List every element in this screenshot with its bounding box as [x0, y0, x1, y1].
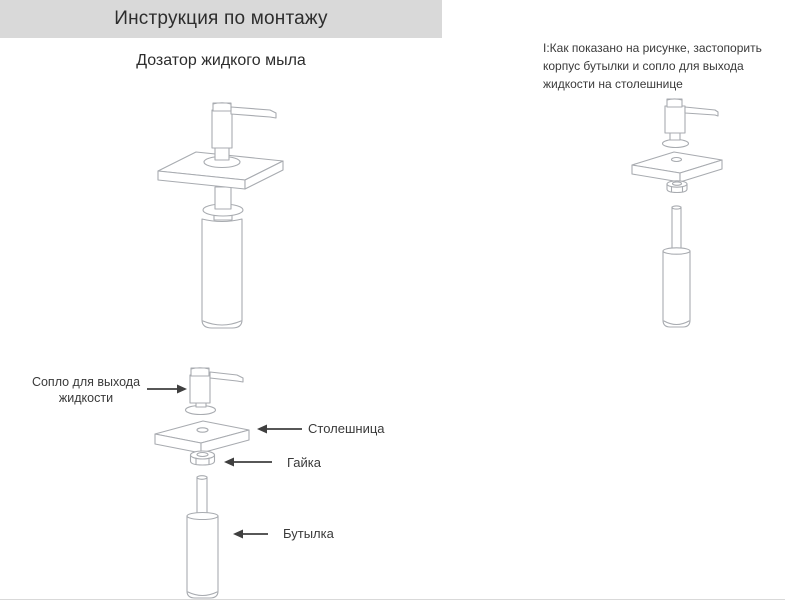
bottle-callout-arrow	[233, 530, 268, 539]
assembled-dispenser-figure	[140, 95, 300, 335]
nozzle-callout-arrow	[147, 385, 187, 394]
nut-label: Гайка	[287, 455, 322, 470]
bottle-drawing	[202, 213, 242, 328]
bottle-drawing	[187, 476, 218, 598]
nut-drawing	[667, 181, 687, 193]
countertop-drawing	[632, 152, 722, 182]
nozzle-label: Сопло для выхода жидкости	[31, 375, 141, 406]
countertop-callout-arrow	[257, 425, 302, 434]
mounting-flange-drawing	[203, 187, 243, 216]
product-title: Дозатор жидкого мыла	[136, 52, 306, 69]
pump-drawing	[186, 368, 244, 415]
exploded-parts-figure-right	[625, 95, 730, 330]
pump-drawing	[663, 99, 719, 148]
bottle-drawing	[663, 206, 690, 327]
nut-callout-arrow	[224, 458, 272, 467]
countertop-label: Столешница	[308, 421, 385, 436]
bottle-label: Бутылка	[283, 526, 334, 541]
page-title: Инструкция по монтажу	[114, 8, 328, 29]
header-band	[0, 0, 442, 38]
nut-drawing	[191, 451, 215, 465]
step-instruction-text: I:Как показано на рисунке, застопорить корпус бутылки и сопло для выхода жидкости на столешнице	[543, 41, 762, 91]
countertop-drawing	[155, 421, 249, 453]
